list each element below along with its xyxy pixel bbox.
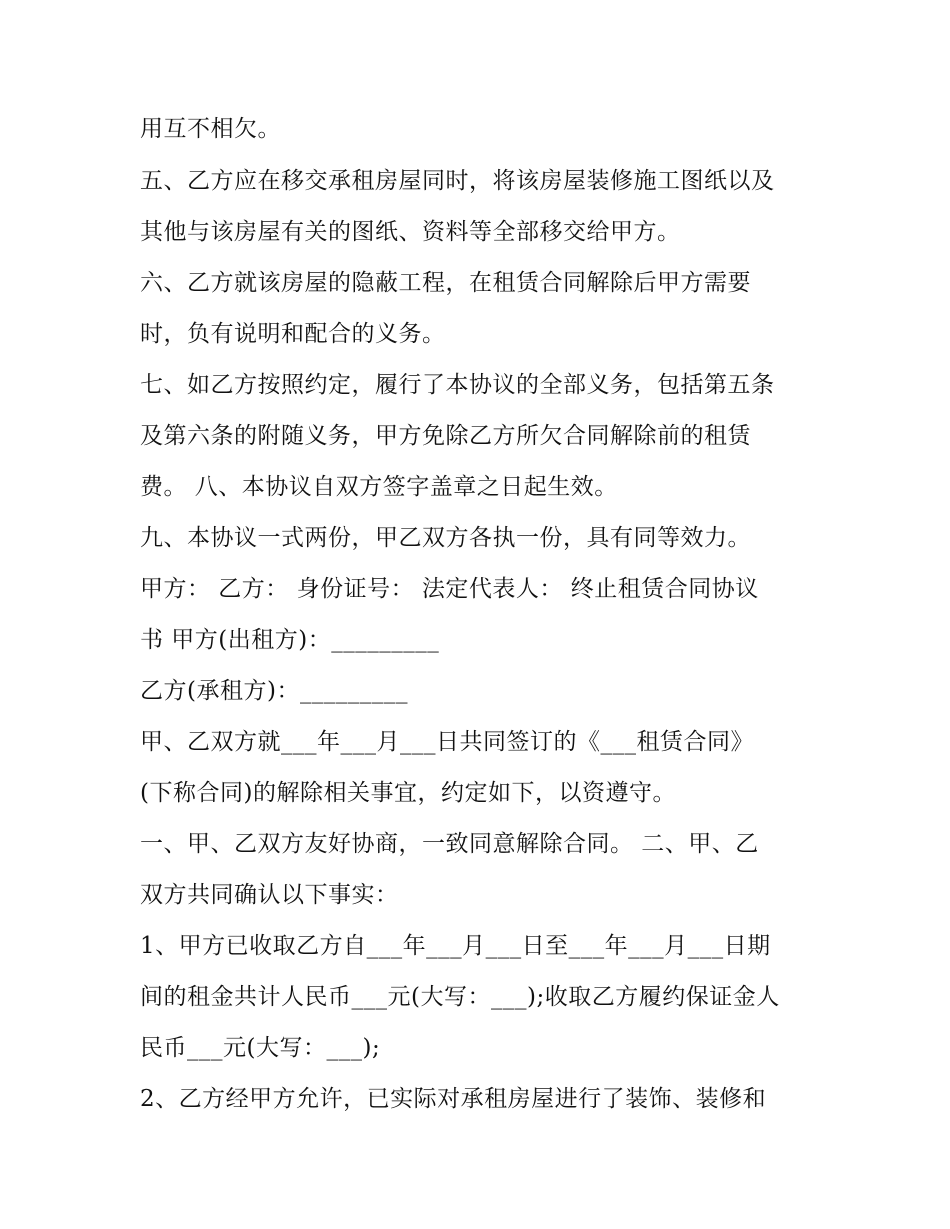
text-line-10: 甲方： 乙方： 身份证号： 法定代表人： 终止租赁合同协议 — [140, 576, 759, 602]
text-line-5: 时，负有说明和配合的义务。 — [140, 321, 446, 347]
text-line-17: 1、甲方已收取乙方自___年___月___日至___年___月___日期 — [140, 933, 771, 959]
text-line-15: 一、甲、乙双方友好协商，一致同意解除合同。 二、甲、乙 — [140, 831, 759, 857]
text-line-20: 2、乙方经甲方允许，已实际对承租房屋进行了装饰、装修和 — [140, 1086, 767, 1112]
text-line-8: 费。 八、本协议自双方签字盖章之日起生效。 — [140, 474, 618, 500]
text-line-12: 乙方(承租方)：_________ — [140, 678, 408, 704]
text-line-3: 其他与该房屋有关的图纸、资料等全部移交给甲方。 — [140, 219, 681, 245]
text-line-18: 间的租金共计人民币___元(大写：___);收取乙方履约保证金人 — [140, 984, 780, 1010]
text-line-6: 七、如乙方按照约定，履行了本协议的全部义务，包括第五条 — [140, 372, 775, 398]
text-line-16: 双方共同确认以下事实： — [140, 882, 399, 908]
text-line-1: 用互不相欠。 — [140, 116, 281, 142]
text-line-19: 民币___元(大写：___); — [140, 1035, 381, 1061]
text-line-11: 书 甲方(出租方)：_________ — [140, 627, 440, 653]
text-line-7: 及第六条的附随义务，甲方免除乙方所欠合同解除前的租赁 — [140, 423, 751, 449]
text-line-2: 五、乙方应在移交承租房屋同时，将该房屋装修施工图纸以及 — [140, 168, 775, 194]
text-line-9: 九、本协议一式两份，甲乙双方各执一份，具有同等效力。 — [140, 525, 751, 551]
text-line-4: 六、乙方就该房屋的隐蔽工程，在租赁合同解除后甲方需要 — [140, 270, 751, 296]
text-line-13: 甲、乙双方就___年___月___日共同签订的《___租赁合同》 — [140, 729, 754, 755]
text-line-14: (下称合同)的解除相关事宜，约定如下，以资遵守。 — [140, 780, 676, 806]
